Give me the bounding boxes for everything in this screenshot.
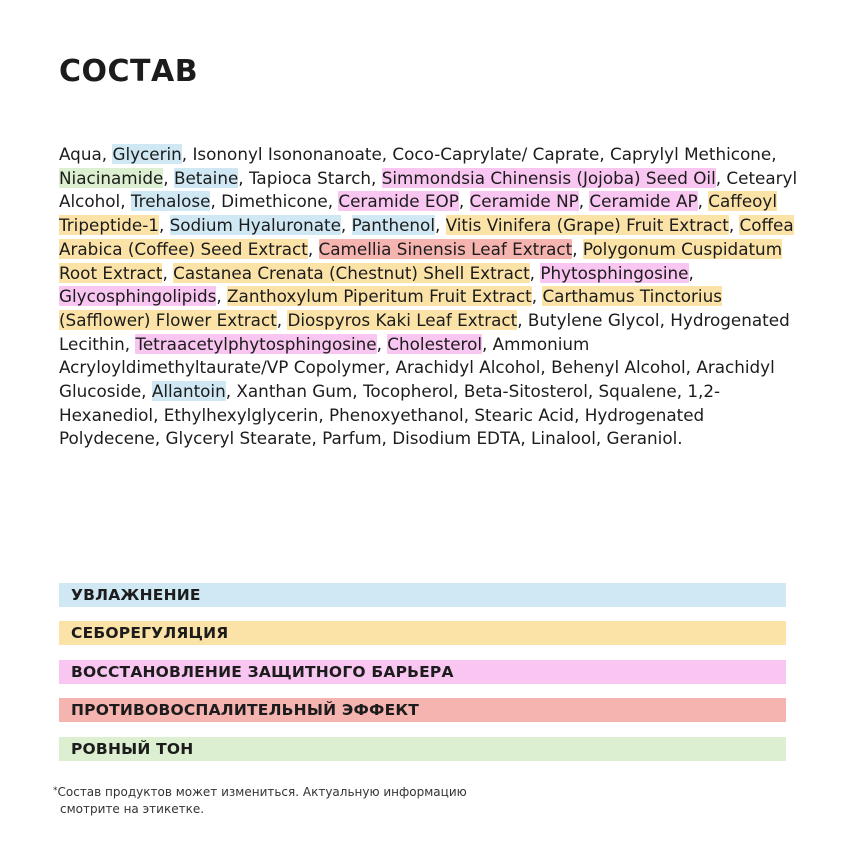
ingredient-text: , Isononyl Isononanoate, Coco-Caprylate/ Caprate, Caprylyl Methicone, <box>181 144 777 164</box>
ingredient-text: , Xanthan Gum, Tocopherol, Beta-Sitosterol, Squalene, 1,2-Hexanediol, Ethylhexylglycerin, Phenoxyethanol, Stearic Acid, Hydrogenated Polydecene, Glyceryl Stearate, Parfum, Disodium EDTA, Linalool, Geraniol. <box>59 381 721 449</box>
ingredient-sebum: Polygonum Cuspidatum Root Extract <box>59 238 783 283</box>
footnote-asterisk: * <box>53 786 58 796</box>
ingredient-barrier: Ceramide NP <box>469 191 579 212</box>
legend-bar-anti_inflammatory <box>59 698 786 722</box>
ingredient-even_tone: Niacinamide <box>59 167 164 188</box>
ingredient-barrier: Glycosphingolipids <box>59 286 217 307</box>
ingredient-barrier: Tetraacetylphytosphingosine <box>135 333 377 354</box>
ingredient-moisturizing: Panthenol <box>351 215 435 236</box>
ingredient-text: Aqua <box>59 144 102 164</box>
legend-label: СЕБОРЕГУЛЯЦИЯ <box>71 624 229 643</box>
ingredient-text: , <box>163 167 174 188</box>
ingredient-text: , Cetearyl Alcohol, <box>59 167 798 212</box>
ingredient-sebum: Zanthoxylum Piperitum Fruit Extract <box>227 286 532 307</box>
ingredient-sebum: Coffea Arabica (Coffee) Seed Extract <box>59 215 794 259</box>
ingredient-text: , Butylene Glycol, Hydrogenated Lecithin, <box>59 309 790 354</box>
footnote <box>53 783 573 817</box>
ingredient-barrier: Simmondsia Chinensis (Jojoba) Seed Oil <box>381 167 716 188</box>
legend-bar-sebum <box>59 621 786 645</box>
legend-label: РОВНЫЙ ТОН <box>71 739 194 758</box>
ingredient-text: , <box>158 215 170 236</box>
ingredient-sebum: Carthamus Tinctorius (Safflower) Flower Extract <box>59 286 722 330</box>
legend-label: ПРОТИВОВОСПАЛИТЕЛЬНЫЙ ЭФФЕКТ <box>71 701 420 720</box>
ingredient-text: , <box>697 191 709 212</box>
ingredient-moisturizing: Trehalose <box>130 191 211 212</box>
ingredient-sebum: Diospyros Kaki Leaf Extract <box>287 309 518 330</box>
ingredient-text: , <box>458 191 470 212</box>
ingredient-text: , <box>162 262 174 283</box>
ingredient-text: , <box>376 333 388 354</box>
legend-label: ВОССТАНОВЛЕНИЕ ЗАЩИТНОГО БАРЬЕРА <box>71 662 454 681</box>
ingredient-text: , <box>728 215 740 236</box>
footnote-line-2: смотрите на этикетке. <box>60 801 205 816</box>
ingredient-moisturizing: Glycerin <box>112 144 182 164</box>
ingredient-barrier: Phytosphingosine <box>540 262 689 283</box>
ingredient-text: , <box>688 262 694 283</box>
footnote-line-1: Состав продуктов может измениться. Актуальную информацию <box>57 785 467 799</box>
legend-bar-barrier <box>59 660 786 684</box>
ingredient-anti_inflammatory: Camellia Sinensis Leaf Extract <box>318 238 573 259</box>
ingredients-list <box>59 143 799 451</box>
ingredient-text: , Tapioca Starch, <box>238 167 382 188</box>
page-title: СОСТАВ <box>59 54 199 89</box>
legend-bar-moisturizing <box>59 583 786 607</box>
category-legend <box>59 583 786 775</box>
ingredient-moisturizing: Allantoin <box>151 381 226 402</box>
ingredient-barrier: Ceramide EOP <box>338 191 459 212</box>
ingredient-text: , Ammonium Acryloyldimethyltaurate/VP Copolymer, Arachidyl Alcohol, Behenyl Alcohol, Arachidyl Glucoside, <box>59 333 775 402</box>
ingredient-sebum: Castanea Crenata (Chestnut) Shell Extract <box>173 262 530 283</box>
ingredient-text: , <box>529 262 541 283</box>
ingredient-sebum: Caffeoyl Tripeptide-1 <box>59 191 777 236</box>
ingredient-moisturizing: Sodium Hyaluronate <box>169 215 341 236</box>
legend-bar-even_tone <box>59 737 786 761</box>
ingredient-moisturizing: Betaine <box>173 167 239 188</box>
ingredient-text: , <box>307 238 319 259</box>
ingredient-text: , <box>216 286 228 307</box>
ingredient-text: , <box>340 215 352 236</box>
legend-label: УВЛАЖНЕНИЕ <box>71 586 201 604</box>
ingredient-text: , <box>578 191 590 212</box>
ingredient-text: , <box>572 238 583 259</box>
ingredient-text: , <box>101 144 113 164</box>
ingredient-text: , <box>531 286 543 307</box>
ingredient-sebum: Vitis Vinifera (Grape) Fruit Extract <box>445 215 729 236</box>
ingredient-text: , <box>434 215 446 236</box>
ingredient-text: , <box>276 309 288 330</box>
ingredient-barrier: Ceramide AP <box>589 191 698 212</box>
ingredient-barrier: Cholesterol <box>387 333 483 354</box>
ingredient-text: , Dimethicone, <box>210 191 339 212</box>
